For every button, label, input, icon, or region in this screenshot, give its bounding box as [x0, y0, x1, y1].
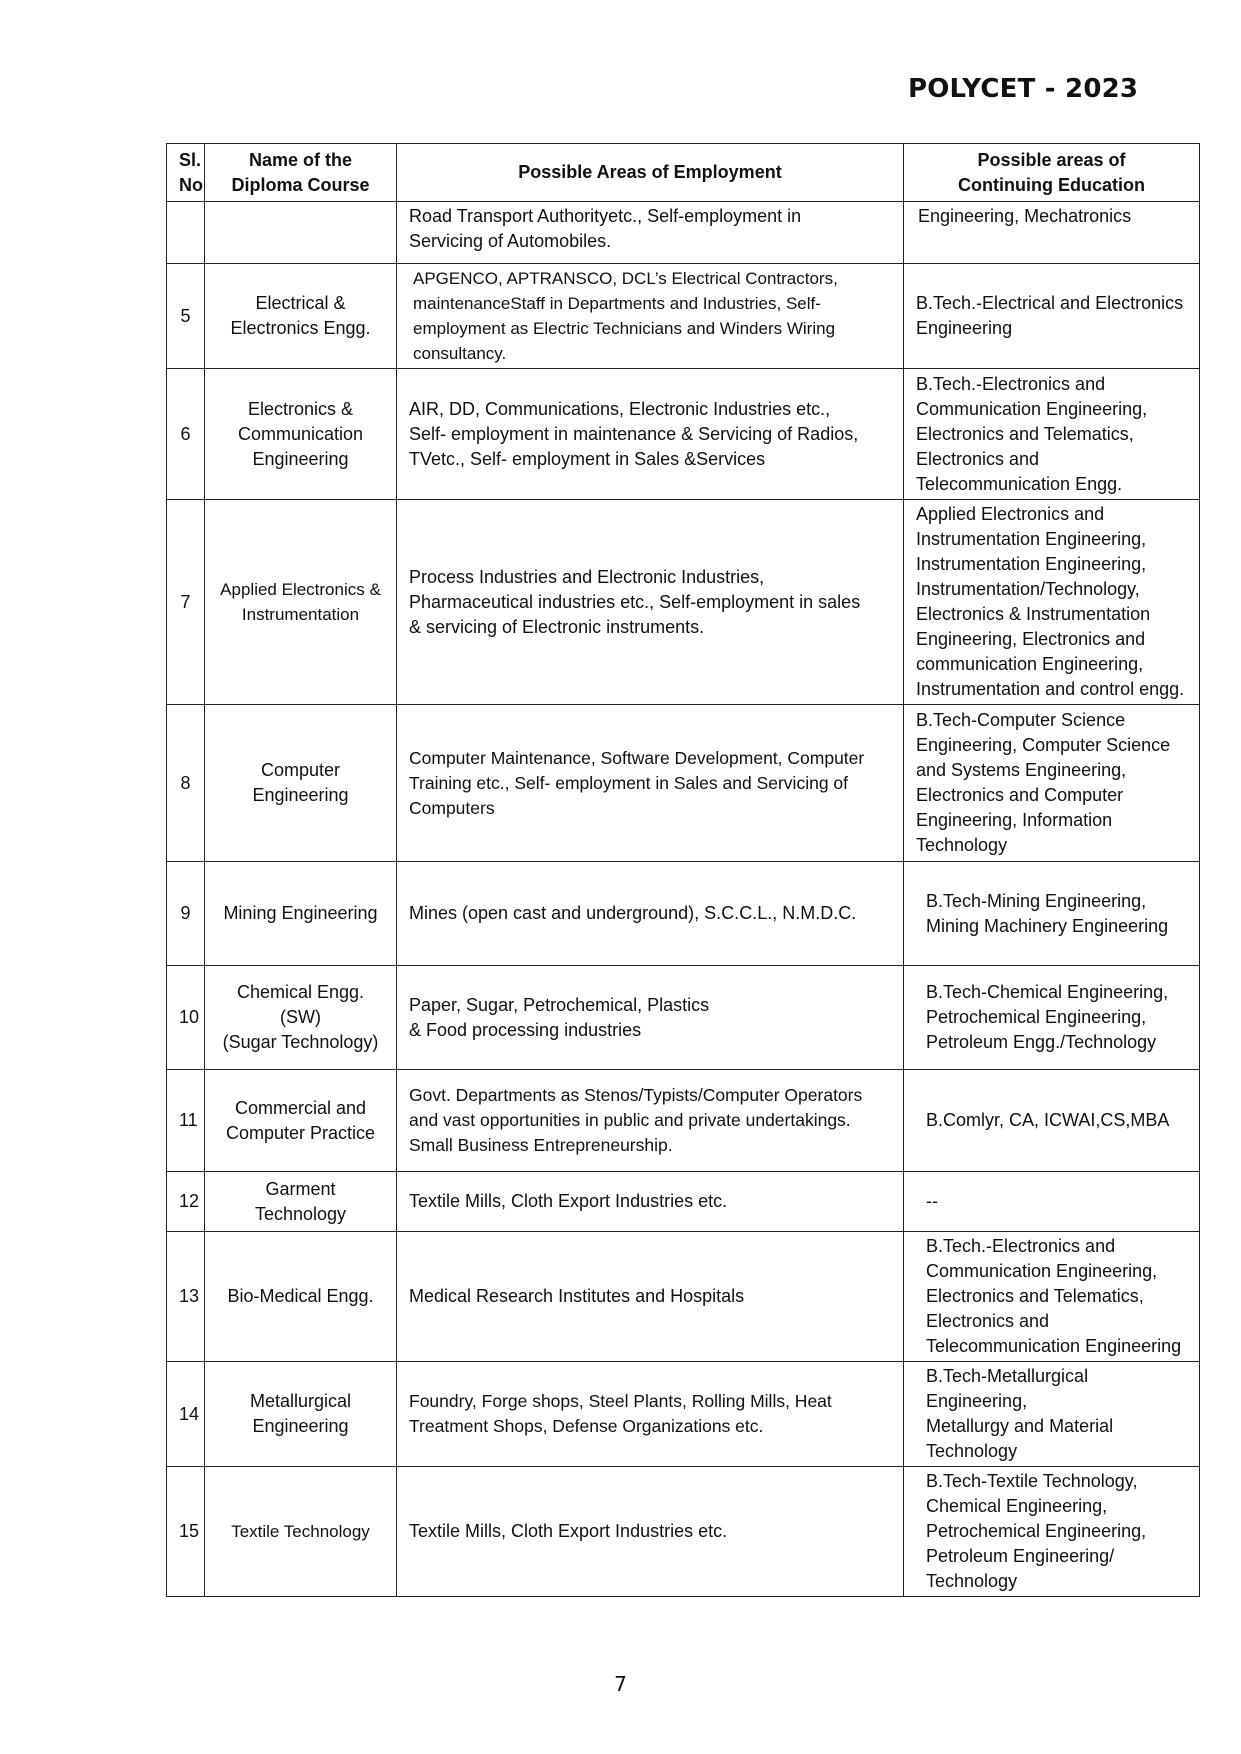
course-cell: Mining Engineering	[205, 862, 397, 966]
continuing-cell: B.Tech.-Electrical and Electronics Engineering	[904, 264, 1200, 369]
sl-cell: 10	[167, 966, 205, 1070]
column-header-sl-no: Sl. No	[167, 144, 205, 202]
sl-cell: 12	[167, 1172, 205, 1232]
table-row	[167, 369, 1200, 500]
continuing-cell: Applied Electronics and Instrumentation Engineering, Instrumentation Engineering, Instrumentation/Technology, Electronics & Instrumentation Engineering, Electronics and communication Engineering, Instrumentation and control engg.	[904, 500, 1200, 705]
column-header-continuing-education: Possible areas of Continuing Education	[904, 144, 1200, 202]
sl-cell: 13	[167, 1232, 205, 1362]
course-cell	[205, 202, 397, 264]
employment-cell: Paper, Sugar, Petrochemical, Plastics & Food processing industries	[397, 966, 904, 1070]
page-number: 7	[614, 1672, 627, 1696]
table-row	[167, 1467, 1200, 1597]
table-row	[167, 1362, 1200, 1467]
course-cell: Chemical Engg. (SW) (Sugar Technology)	[205, 966, 397, 1070]
course-cell: Electronics & Communication Engineering	[205, 369, 397, 500]
employment-cell: APGENCO, APTRANSCO, DCL’s Electrical Contractors, maintenanceStaff in Departments and Industries, Self- employment as Electric Technicians and Winders Wiring consultancy.	[397, 264, 904, 369]
continuing-cell: B.Tech.-Electronics and Communication Engineering, Electronics and Telematics, Electronics and Telecommunication Engg.	[904, 369, 1200, 500]
course-cell: Bio-Medical Engg.	[205, 1232, 397, 1362]
employment-cell: AIR, DD, Communications, Electronic Industries etc., Self- employment in maintenance & Servicing of Radios, TVetc., Self- employment in Sales &Services	[397, 369, 904, 500]
course-cell: Commercial and Computer Practice	[205, 1070, 397, 1172]
employment-cell: Computer Maintenance, Software Development, Computer Training etc., Self- employment in Sales and Servicing of Computers	[397, 705, 904, 862]
employment-cell: Textile Mills, Cloth Export Industries etc.	[397, 1172, 904, 1232]
table-row	[167, 862, 1200, 966]
employment-cell: Medical Research Institutes and Hospitals	[397, 1232, 904, 1362]
page-title: POLYCET - 2023	[908, 74, 1139, 104]
course-cell: Textile Technology	[205, 1467, 397, 1597]
sl-cell: 14	[167, 1362, 205, 1467]
course-cell: Electrical & Electronics Engg.	[205, 264, 397, 369]
column-header-course-name: Name of the Diploma Course	[205, 144, 397, 202]
course-cell: Garment Technology	[205, 1172, 397, 1232]
table-row	[167, 1070, 1200, 1172]
table-row	[167, 500, 1200, 705]
table-row	[167, 966, 1200, 1070]
course-cell: Computer Engineering	[205, 705, 397, 862]
sl-cell: 6	[167, 369, 205, 500]
table-row	[167, 202, 1200, 264]
sl-cell: 15	[167, 1467, 205, 1597]
continuing-cell: B.Tech.-Electronics and Communication Engineering, Electronics and Telematics, Electronics and Telecommunication Engineering	[904, 1232, 1200, 1362]
sl-cell: 5	[167, 264, 205, 369]
sl-cell	[167, 202, 205, 264]
employment-cell: Mines (open cast and underground), S.C.C.L., N.M.D.C.	[397, 862, 904, 966]
employment-cell: Road Transport Authorityetc., Self-employment in Servicing of Automobiles.	[397, 202, 904, 264]
continuing-cell: B.Comlyr, CA, ICWAI,CS,MBA	[904, 1070, 1200, 1172]
employment-cell: Process Industries and Electronic Industries, Pharmaceutical industries etc., Self-employment in sales & servicing of Electronic instruments.	[397, 500, 904, 705]
continuing-cell: B.Tech-Textile Technology, Chemical Engineering, Petrochemical Engineering, Petroleum Engineering/ Technology	[904, 1467, 1200, 1597]
employment-cell: Govt. Departments as Stenos/Typists/Computer Operators and vast opportunities in public and private undertakings. Small Business Entrepreneurship.	[397, 1070, 904, 1172]
continuing-cell: --	[904, 1172, 1200, 1232]
sl-cell: 7	[167, 500, 205, 705]
continuing-cell: B.Tech-Computer Science Engineering, Computer Science and Systems Engineering, Electronics and Computer Engineering, Information Technology	[904, 705, 1200, 862]
column-header-employment: Possible Areas of Employment	[397, 144, 904, 202]
employment-cell: Foundry, Forge shops, Steel Plants, Rolling Mills, Heat Treatment Shops, Defense Organizations etc.	[397, 1362, 904, 1467]
sl-cell: 9	[167, 862, 205, 966]
sl-cell: 11	[167, 1070, 205, 1172]
course-cell: Applied Electronics & Instrumentation	[205, 500, 397, 705]
table-row	[167, 705, 1200, 862]
course-cell: Metallurgical Engineering	[205, 1362, 397, 1467]
table-row	[167, 1172, 1200, 1232]
course-table	[166, 143, 1200, 1597]
continuing-cell: B.Tech-Chemical Engineering, Petrochemical Engineering, Petroleum Engg./Technology	[904, 966, 1200, 1070]
sl-cell: 8	[167, 705, 205, 862]
continuing-cell: B.Tech-Metallurgical Engineering, Metallurgy and Material Technology	[904, 1362, 1200, 1467]
table-row	[167, 1232, 1200, 1362]
employment-cell: Textile Mills, Cloth Export Industries etc.	[397, 1467, 904, 1597]
table-row	[167, 264, 1200, 369]
continuing-cell: Engineering, Mechatronics	[904, 202, 1200, 264]
continuing-cell: B.Tech-Mining Engineering, Mining Machinery Engineering	[904, 862, 1200, 966]
table-header-row	[167, 144, 1200, 202]
